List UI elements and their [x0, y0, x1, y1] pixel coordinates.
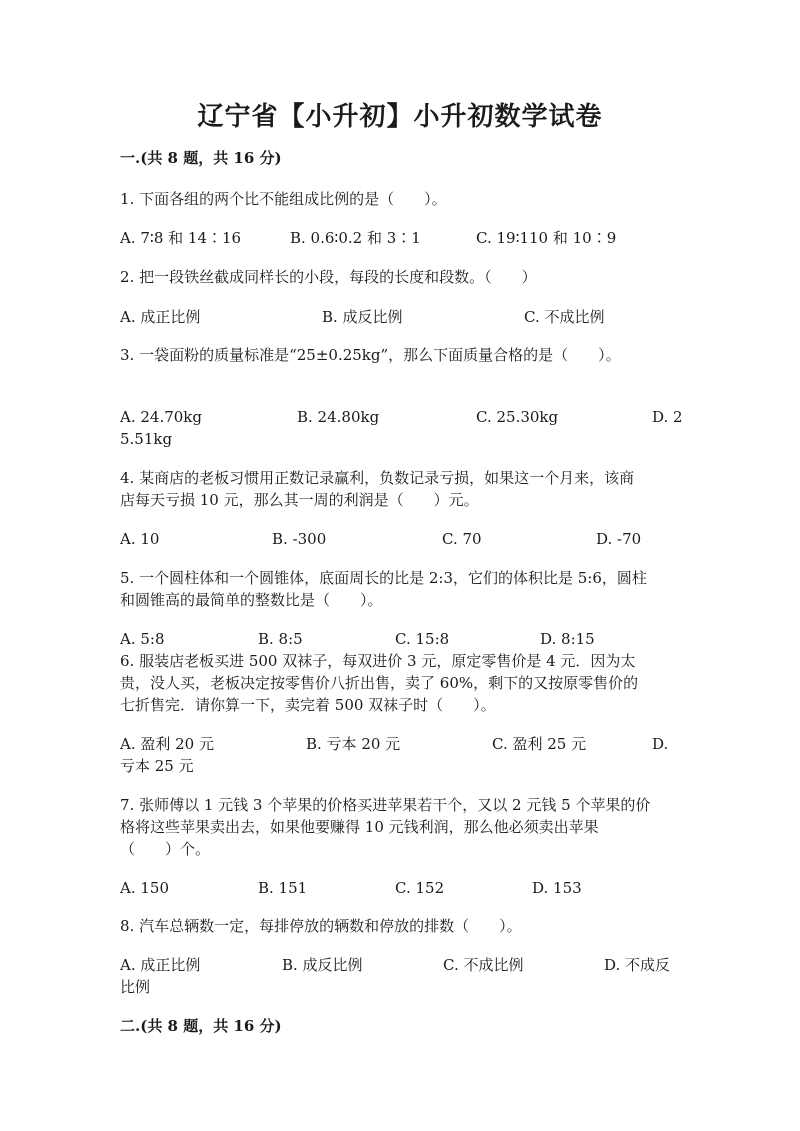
question-6-option-a: A. 盈利 20 元 — [120, 735, 214, 753]
question-4-option-c: C. 70 — [442, 530, 482, 548]
question-6-option-c: C. 盈利 25 元 — [492, 735, 587, 753]
section-heading-2: 二.(共 8 题，共 16 分) — [120, 1017, 282, 1035]
question-7-option-c: C. 152 — [395, 879, 445, 897]
question-8-text: 8. 汽车总辆数一定，每排停放的辆数和停放的排数（ ）。 — [120, 917, 522, 935]
question-5-option-d: D. 8:15 — [540, 630, 595, 648]
question-4-text-line-1: 4. 某商店的老板习惯用正数记录赢利，负数记录亏损，如果这一个月来，该商 — [120, 469, 635, 487]
question-1-option-b: B. 0.6∶0.2 和 3∶1 — [290, 229, 421, 247]
question-8-option-c: C. 不成比例 — [443, 956, 524, 974]
question-1-option-a: A. 7∶8 和 14∶16 — [120, 229, 242, 247]
section-heading-1: 一.(共 8 题，共 16 分) — [120, 149, 282, 167]
question-2-option-c: C. 不成比例 — [524, 308, 605, 326]
page-title: 辽宁省【小升初】小升初数学试卷 — [197, 102, 603, 132]
question-3-option-d-wrap: 5.51kg — [120, 430, 173, 448]
question-2-text: 2. 把一段铁丝截成同样长的小段，每段的长度和段数。（ ） — [120, 268, 537, 286]
question-1-option-c: C. 19∶110 和 10∶9 — [476, 229, 617, 247]
question-8-option-a: A. 成正比例 — [120, 956, 201, 974]
question-7-text-line-1: 7. 张师傅以 1 元钱 3 个苹果的价格买进苹果若干个，又以 2 元钱 5 个苹果的价 — [120, 796, 651, 814]
question-7-option-a: A. 150 — [120, 879, 169, 897]
question-6-text-line-3: 七折售完．请你算一下，卖完着 500 双袜子时（ ）。 — [120, 696, 496, 714]
question-6-option-b: B. 亏本 20 元 — [306, 735, 401, 753]
question-6-option-d-wrap: 亏本 25 元 — [120, 757, 194, 775]
question-5-option-b: B. 8:5 — [258, 630, 303, 648]
question-3-option-b: B. 24.80kg — [297, 408, 380, 426]
question-5-text-line-1: 5. 一个圆柱体和一个圆锥体，底面周长的比是 2:3，它们的体积比是 5:6，圆柱 — [120, 569, 647, 587]
question-7-text-line-3: （ ）个。 — [120, 840, 211, 858]
question-1-text: 1. 下面各组的两个比不能组成比例的是（ ）。 — [120, 190, 447, 208]
question-4-option-a: A. 10 — [120, 530, 160, 548]
question-7-text-line-2: 格将这些苹果卖出去，如果他要赚得 10 元钱利润，那么他必须卖出苹果 — [120, 818, 599, 836]
question-3-option-d: D. 2 — [652, 408, 683, 426]
question-7-option-b: B. 151 — [258, 879, 308, 897]
question-2-option-a: A. 成正比例 — [120, 308, 201, 326]
question-6-option-d: D. — [652, 735, 669, 753]
question-5-text-line-2: 和圆锥高的最简单的整数比是（ ）。 — [120, 591, 383, 609]
question-6-text-line-1: 6. 服装店老板买进 500 双袜子，每双进价 3 元，原定零售价是 4 元．因为太 — [120, 652, 636, 670]
question-8-option-d: D. 不成反 — [604, 956, 671, 974]
question-8-option-b: B. 成反比例 — [282, 956, 363, 974]
question-3-option-a: A. 24.70kg — [120, 408, 203, 426]
question-5-option-c: C. 15:8 — [395, 630, 450, 648]
question-3-text: 3. 一袋面粉的质量标准是“25±0.25kg”，那么下面质量合格的是（ ）。 — [120, 346, 621, 364]
question-6-text-line-2: 贵，没人买，老板决定按零售价八折出售，卖了 60%，剩下的又按原零售价的 — [120, 674, 639, 692]
question-4-option-b: B. -300 — [272, 530, 327, 548]
question-5-option-a: A. 5:8 — [120, 630, 165, 648]
question-4-option-d: D. -70 — [596, 530, 642, 548]
question-8-option-d-wrap: 比例 — [120, 978, 151, 996]
question-7-option-d: D. 153 — [532, 879, 582, 897]
question-3-option-c: C. 25.30kg — [476, 408, 559, 426]
question-4-text-line-2: 店每天亏损 10 元，那么其一周的利润是（ ）元。 — [120, 491, 479, 509]
question-2-option-b: B. 成反比例 — [322, 308, 403, 326]
